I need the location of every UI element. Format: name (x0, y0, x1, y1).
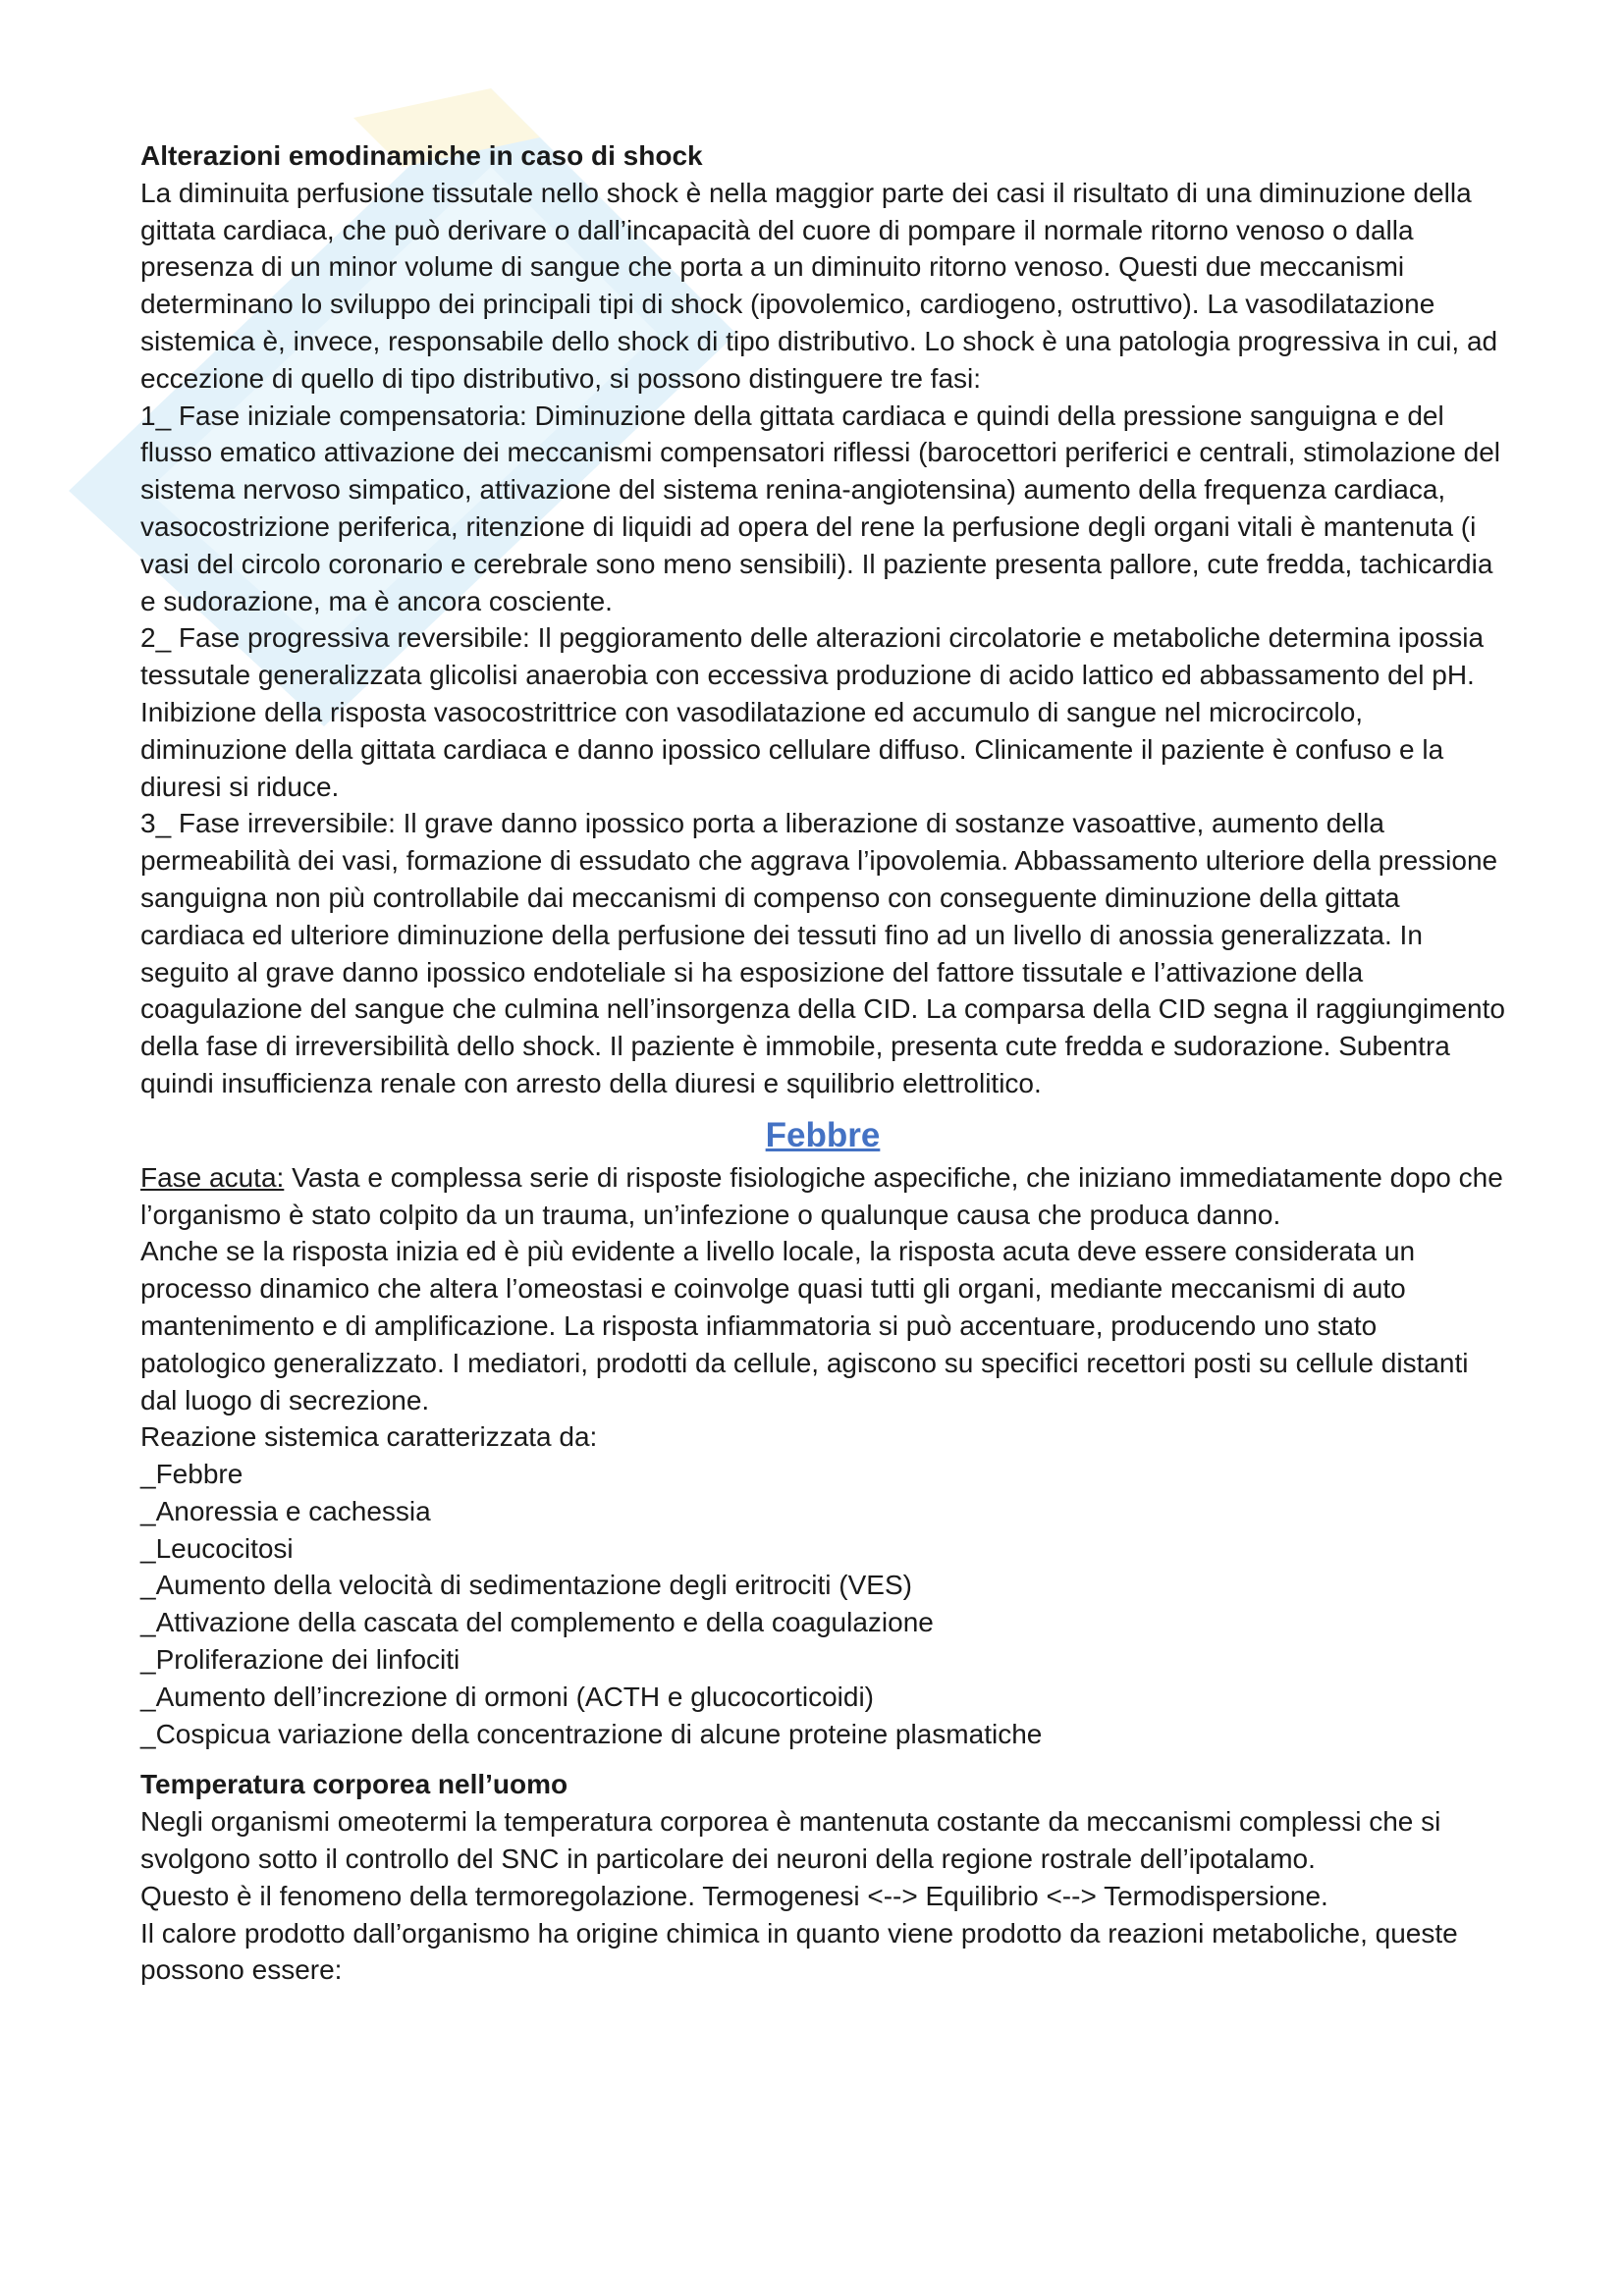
temperatura-paragraph-3: Il calore prodotto dall’organismo ha origine chimica in quanto viene prodotto da reazioni metaboliche, queste possono essere: (140, 1917, 1458, 1986)
temperatura-paragraph-2: Questo è il fenomeno della termoregolazione. Termogenesi <--> Equilibrio <--> Termodispersione. (140, 1880, 1328, 1911)
list-item: _Cospicua variazione della concentrazione di alcune proteine plasmatiche (140, 1718, 1043, 1749)
list-item: _Anoressia e cachessia (140, 1495, 431, 1526)
temperatura-heading: Temperatura corporea nell’uomo (140, 1769, 568, 1800)
shock-phase-1: 1_ Fase iniziale compensatoria: Diminuzione della gittata cardiaca e quindi della pressione sanguigna e del flusso ematico attivazione dei meccanismi compensatori riflessi (barocettori periferici e centrali, stimolazione del sistema nervoso simpatico, attivazione del sistema renina-angiotensina) aumento della frequenza cardiaca, vasocostrizione periferica, ritenzione di liquidi ad opera del rene la perfusione degli organi vitali è mantenuta (i vasi del circolo coronario e cerebrale sono meno sensibili). Il paziente presenta pallore, cute fredda, tachicardia e sudorazione, ma è ancora cosciente. (140, 400, 1501, 616)
systemic-reaction-intro: Reazione sistemica caratterizzata da: (140, 1421, 598, 1453)
temperatura-paragraph-1: Negli organismi omeotermi la temperatura corporea è mantenuta costante da meccanismi complessi che si svolgono sotto il controllo del SNC in particolare dei neuroni della regione rostrale dell’ipotalamo. (140, 1806, 1441, 1875)
febbre-paragraph-2: Anche se la risposta inizia ed è più evidente a livello locale, la risposta acuta deve essere considerata un processo dinamico che altera l’omeostasi e coinvolge quasi tutti gli organi, mediante meccanismi di auto mantenimento e di amplificazione. La risposta infiammatoria si può accentuare, producendo uno stato patologico generalizzato. I mediatori, prodotti da cellule, agiscono su specifici recettori posti su cellule distanti dal luogo di secrezione. (140, 1236, 1469, 1415)
febbre-title: Febbre (765, 1115, 881, 1154)
list-item: _Attivazione della cascata del complemento e della coagulazione (140, 1607, 934, 1638)
list-item: _Leucocitosi (140, 1532, 294, 1564)
list-item: _Aumento dell’increzione di ormoni (ACTH e glucocorticoidi) (140, 1681, 874, 1712)
acute-phase-label: Fase acuta: (140, 1161, 285, 1193)
shock-heading: Alterazioni emodinamiche in caso di shock (140, 140, 703, 171)
list-item: _Proliferazione dei linfociti (140, 1644, 460, 1676)
document-page (140, 137, 1505, 1989)
shock-phase-2: 2_ Fase progressiva reversibile: Il peggioramento delle alterazioni circolatorie e metaboliche determina ipossia tessutale generalizzata glicolisi anaerobia con eccessiva produzione di acido lattico ed abbassamento del pH. Inibizione della risposta vasocostrittrice con vasodilatazione ed accumulo di sangue nel microcircolo, diminuzione della gittata cardiaca e danno ipossico cellulare diffuso. Clinicamente il paziente è confuso e la diuresi si riduce. (140, 622, 1485, 802)
list-item: _Aumento della velocità di sedimentazione degli eritrociti (VES) (140, 1570, 912, 1601)
acute-phase-text: Vasta e complessa serie di risposte fisiologiche aspecifiche, che iniziano immediatamente dopo che l’organismo è stato colpito da un trauma, un’infezione o qualunque causa che produca danno. (140, 1161, 1503, 1230)
febbre-acute-paragraph (140, 1159, 1505, 1234)
section-spacer (140, 1752, 1505, 1766)
shock-intro-paragraph: La diminuita perfusione tissutale nello shock è nella maggior parte dei casi il risultato di una diminuzione della gittata cardiaca, che può derivare o dall’incapacità del cuore di pompare il normale ritorno venoso o dalla presenza di un minor volume di sangue che porta a un diminuito ritorno venoso. Questi due meccanismi determinano lo sviluppo dei principali tipi di shock (ipovolemico, cardiogeno, ostruttivo). La vasodilatazione sistemica è, invece, responsabile dello shock di tipo distributivo. Lo shock è una patologia progressiva in cui, ad eccezione di quello di tipo distributivo, si possono distinguere tre fasi: (140, 177, 1498, 394)
list-item: _Febbre (140, 1459, 243, 1490)
shock-phase-3: 3_ Fase irreversibile: Il grave danno ipossico porta a liberazione di sostanze vasoattive, aumento della permeabilità dei vasi, formazione di essudato che aggrava l’ipovolemia. Abbassamento ulteriore della pressione sanguigna non più controllabile dai meccanismi di compenso con conseguente diminuzione della gittata cardiaca ed ulteriore diminuzione della perfusione dei tessuti fino ad un livello di anossia generalizzata. In seguito al grave danno ipossico endoteliale si ha esposizione del fattore tissutale e l’attivazione della coagulazione del sangue che culmina nell’insorgenza della CID. La comparsa della CID segna il raggiungimento della fase di irreversibilità dello shock. Il paziente è immobile, presenta cute fredda e sudorazione. Subentra quindi insufficienza renale con arresto della diuresi e squilibrio elettrolitico. (140, 808, 1505, 1098)
